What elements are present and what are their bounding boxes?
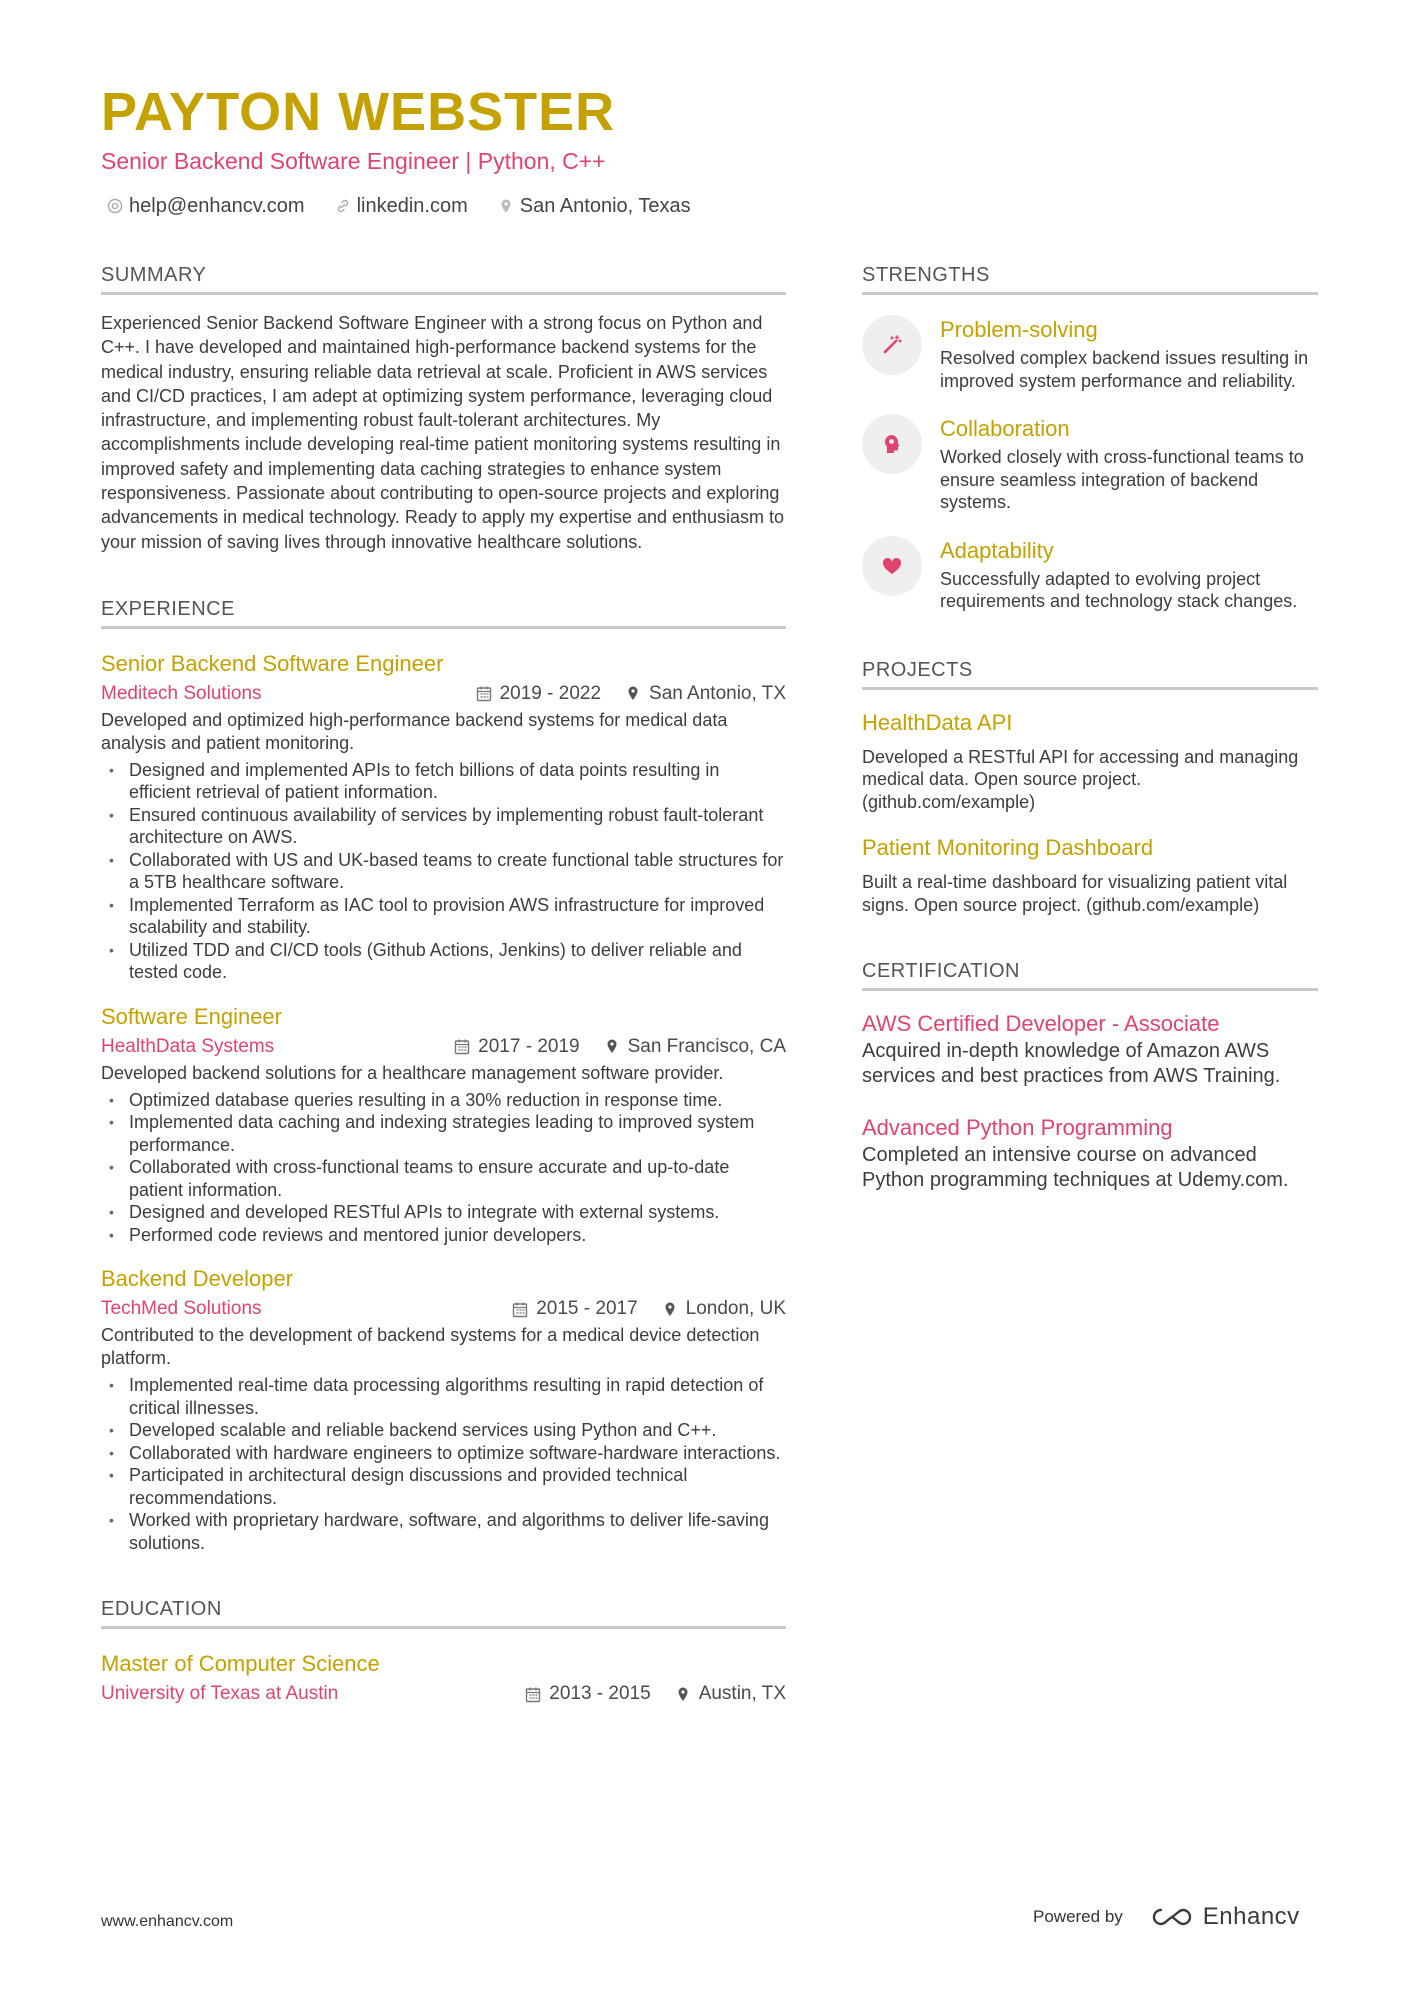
education-meta xyxy=(101,1681,786,1707)
job-dates-text: 2019 - 2022 xyxy=(499,682,602,704)
experience-heading: EXPERIENCE xyxy=(101,596,786,629)
job-company: HealthData Systems xyxy=(101,1035,275,1057)
certification-description: Completed an intensive course on advanced Python programming techniques at Udemy.com. xyxy=(862,1144,1289,1191)
job-bullet: • Ensured continuous availability of services by implementing robust fault-tolerant architecture on AWS. xyxy=(101,804,786,849)
calendar-icon xyxy=(512,1301,528,1318)
job-bullet: • Collaborated with hardware engineers to optimize software-hardware interactions. xyxy=(101,1442,786,1465)
job-bullets xyxy=(101,1374,786,1554)
job-description: Contributed to the development of backend systems for a medical device detection platform. xyxy=(101,1325,760,1369)
strength-description: Successfully adapted to evolving project requirements and technology stack changes. xyxy=(940,568,1298,611)
contact-location-text: San Antonio, Texas xyxy=(519,195,691,217)
job-bullet: • Designed and developed RESTful APIs to integrate with external systems. xyxy=(101,1201,786,1224)
contact-linkedin-text: linkedin.com xyxy=(356,195,468,217)
job-bullet: • Performed code reviews and mentored junior developers. xyxy=(101,1224,786,1247)
job-bullet: • Collaborated with US and UK-based teams to create functional table structures for a 5TB healthcare software. xyxy=(101,849,786,894)
job-location xyxy=(625,681,786,707)
job-bullet: • Optimized database queries resulting in a 30% reduction in response time. xyxy=(101,1089,786,1112)
education-heading: EDUCATION xyxy=(101,1596,786,1629)
certification-description: Acquired in-depth knowledge of Amazon AWS services and best practices from AWS Training. xyxy=(862,1040,1281,1087)
job-meta xyxy=(101,1034,786,1060)
contact-bar xyxy=(107,192,691,220)
education-school: University of Texas at Austin xyxy=(101,1683,339,1705)
job-bullets xyxy=(101,759,786,984)
job-meta xyxy=(101,1296,786,1322)
contact-location xyxy=(498,192,691,220)
summary-text: Experienced Senior Backend Software Engineer with a strong focus on Python and C++. I have developed and maintained high-performance backend systems for the medical industry, ensuring reliable data retrieval at scale. Proficient in AWS services and CI/CD practices, I am adept at optimizing system performance, leveraging cloud infrastructure, and implementing robust fault-tolerant architectures. My accomplishments include developing real-time patient monitoring systems resulting in improved safety and implementing data caching strategies to enhance system responsiveness. Passionate about contributing to open-source projects and exploring advancements in medical technology. Ready to apply my expertise and enthusiasm to your mission of saving lives through innovative healthcare solutions. xyxy=(101,313,785,552)
candidate-title: Senior Backend Software Engineer | Python, C++ xyxy=(101,148,606,174)
project-item xyxy=(862,833,1318,916)
calendar-icon xyxy=(525,1686,541,1703)
link-icon xyxy=(335,198,351,214)
footer-branding xyxy=(1033,1903,1300,1931)
education-location xyxy=(675,1681,786,1707)
certification-item xyxy=(862,1113,1318,1193)
job-bullet: • Designed and implemented APIs to fetch billions of data points resulting in efficient retrieval of patient information. xyxy=(101,759,786,804)
job-location-text: San Antonio, TX xyxy=(649,682,786,704)
strength-item xyxy=(862,536,1318,613)
strength-description: Resolved complex backend issues resulting in improved system performance and reliability. xyxy=(940,348,1309,391)
head-brain-icon xyxy=(880,432,904,456)
strengths-section xyxy=(862,262,1318,613)
location-pin-icon xyxy=(662,1301,678,1318)
project-description: Developed a RESTful API for accessing and managing medical data. Open source project. (github.com/example) xyxy=(862,746,1299,812)
education-location-text: Austin, TX xyxy=(698,1683,786,1705)
education-dates-text: 2013 - 2015 xyxy=(549,1683,651,1705)
contact-linkedin[interactable] xyxy=(335,192,468,220)
job-bullet: • Implemented data caching and indexing strategies leading to improved system performance. xyxy=(101,1111,786,1156)
calendar-icon xyxy=(454,1038,470,1055)
certification-title: Advanced Python Programming xyxy=(862,1115,1173,1140)
project-description: Built a real-time dashboard for visualizing patient vital signs. Open source project. (github.com/example) xyxy=(862,872,1288,915)
enhancv-logo[interactable] xyxy=(1149,1903,1300,1931)
education-entry xyxy=(101,1649,786,1707)
job-dates-text: 2017 - 2019 xyxy=(478,1035,580,1057)
job-dates xyxy=(512,1296,637,1322)
strength-title: Collaboration xyxy=(940,416,1070,441)
job-description: Developed backend solutions for a healthcare management software provider. xyxy=(101,1062,724,1083)
left-column xyxy=(101,262,786,1707)
job-company: TechMed Solutions xyxy=(101,1298,262,1320)
location-pin-icon xyxy=(625,685,641,702)
at-icon xyxy=(107,198,123,214)
certification-section xyxy=(862,958,1318,1193)
job-location-text: San Francisco, CA xyxy=(627,1035,786,1057)
strength-description: Worked closely with cross-functional teams to ensure seamless integration of backend systems. xyxy=(940,447,1304,512)
job-location xyxy=(604,1034,786,1060)
right-column xyxy=(862,262,1318,1193)
projects-section xyxy=(862,657,1318,917)
project-title: Patient Monitoring Dashboard xyxy=(862,835,1154,860)
education-dates xyxy=(525,1681,650,1707)
job-entry xyxy=(101,1002,786,1247)
certification-heading: CERTIFICATION xyxy=(862,958,1318,991)
job-bullet: • Participated in architectural design discussions and provided technical recommendations. xyxy=(101,1464,786,1509)
location-pin-icon xyxy=(498,198,514,214)
enhancv-logo-icon xyxy=(1149,1905,1195,1929)
job-bullet: • Collaborated with cross-functional teams to ensure accurate and up-to-date patient information. xyxy=(101,1156,786,1201)
job-company: Meditech Solutions xyxy=(101,682,262,704)
location-pin-icon xyxy=(675,1686,691,1703)
job-dates-text: 2015 - 2017 xyxy=(536,1298,638,1320)
job-dates xyxy=(454,1034,579,1060)
enhancv-logo-text: Enhancv xyxy=(1202,1903,1300,1930)
job-entry xyxy=(101,649,786,984)
job-title: Software Engineer xyxy=(101,1003,282,1029)
certification-title: AWS Certified Developer - Associate xyxy=(862,1011,1220,1036)
strengths-heading: STRENGTHS xyxy=(862,262,1318,295)
powered-by-label: Powered by xyxy=(1033,1907,1123,1926)
certification-item xyxy=(862,1009,1318,1089)
education-degree: Master of Computer Science xyxy=(101,1651,380,1677)
summary-heading: SUMMARY xyxy=(101,262,786,295)
job-bullet: • Utilized TDD and CI/CD tools (Github Actions, Jenkins) to deliver reliable and tested code. xyxy=(101,939,786,984)
job-bullet: • Worked with proprietary hardware, software, and algorithms to deliver life-saving solutions. xyxy=(101,1509,786,1554)
job-entry xyxy=(101,1264,786,1554)
footer-website[interactable]: www.enhancv.com xyxy=(101,1913,234,1930)
strength-title: Adaptability xyxy=(940,537,1054,563)
strength-item xyxy=(862,315,1318,392)
strength-item xyxy=(862,414,1318,514)
magic-wand-icon xyxy=(880,333,904,357)
contact-email-text: help@enhancv.com xyxy=(129,195,305,217)
job-bullet: • Implemented real-time data processing algorithms resulting in rapid detection of critical illnesses. xyxy=(101,1374,786,1419)
projects-heading: PROJECTS xyxy=(862,657,1318,690)
experience-section xyxy=(101,596,786,1555)
job-meta xyxy=(101,681,786,707)
job-bullet: • Implemented Terraform as IAC tool to provision AWS infrastructure for improved scalability and stability. xyxy=(101,894,786,939)
job-title: Backend Developer xyxy=(101,1266,294,1292)
job-description: Developed and optimized high-performance backend systems for medical data analysis and patient monitoring. xyxy=(101,709,728,753)
location-pin-icon xyxy=(604,1038,620,1055)
contact-email[interactable] xyxy=(107,192,305,220)
job-dates xyxy=(476,681,601,707)
summary-section xyxy=(101,262,786,554)
heart-icon xyxy=(880,554,904,578)
strength-title: Problem-solving xyxy=(940,317,1098,342)
job-location xyxy=(662,1296,786,1322)
project-item xyxy=(862,708,1318,814)
job-title: Senior Backend Software Engineer xyxy=(101,650,444,676)
job-location-text: London, UK xyxy=(685,1298,786,1320)
job-bullets xyxy=(101,1089,786,1247)
calendar-icon xyxy=(476,685,492,702)
education-section xyxy=(101,1596,786,1707)
candidate-name: PAYTON WEBSTER xyxy=(101,82,616,142)
project-title: HealthData API xyxy=(862,709,1013,735)
job-bullet: • Developed scalable and reliable backend services using Python and C++. xyxy=(101,1419,786,1442)
